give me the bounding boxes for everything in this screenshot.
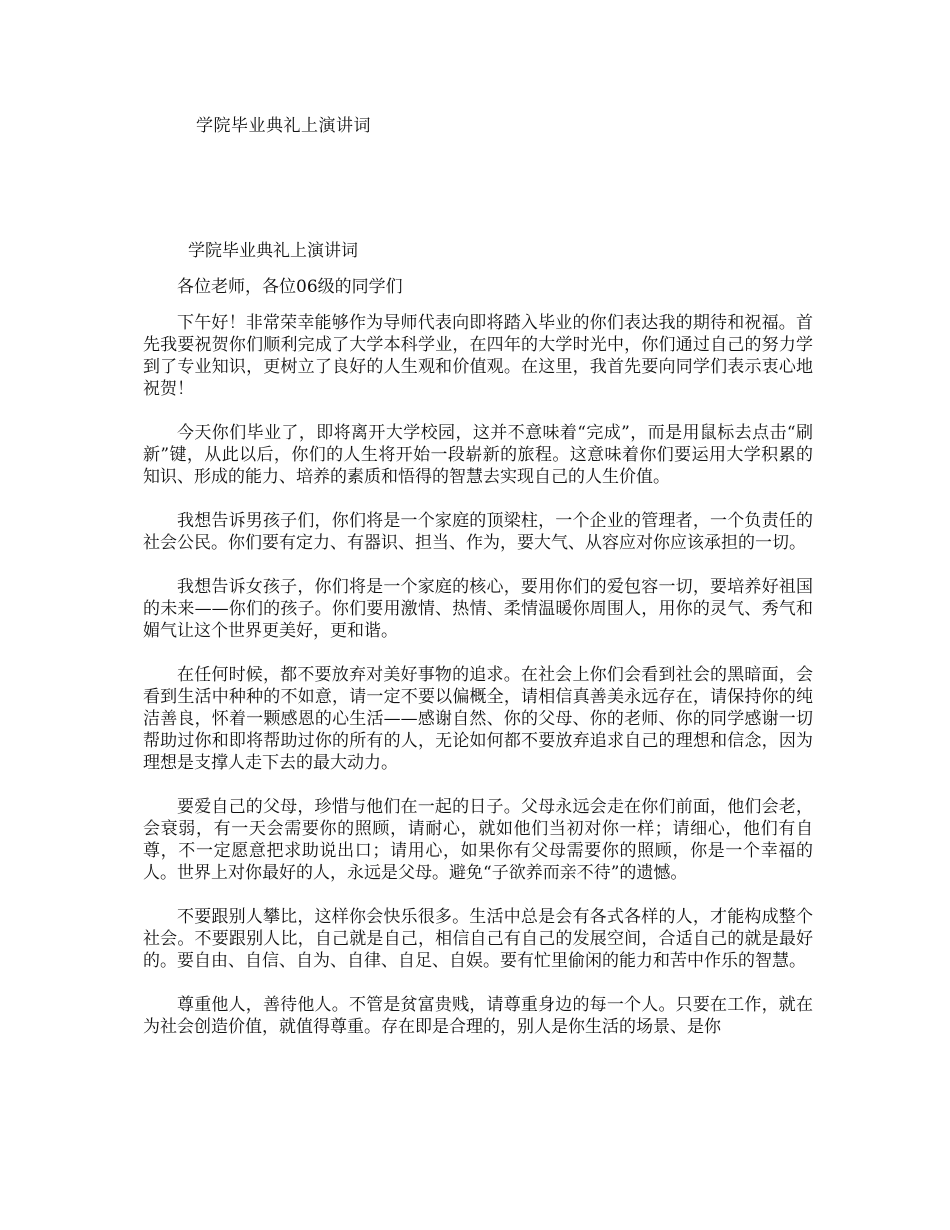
paragraph-5: 在任何时候，都不要放弃对美好事物的追求。在社会上你们会看到社会的黑暗面，会看到生活中种种的不如意，请一定不要以偏概全，请相信真善美永远存在，请保持你的纯洁善良，怀着一颗感恩的心生活——感谢自然、你的父母、你的老师、你的同学感谢一切帮助过你和即将帮助过你的所有的人，无论如何都不要放弃追求自己的理想和信念，因为理想是支撑人走下去的最大动力。 [143,665,813,773]
page-header-title: 学院毕业典礼上演讲词 [196,116,371,136]
paragraph-2: 今天你们毕业了，即将离开大学校园，这并不意味着“完成”，而是用鼠标去点击“刷新”键，从此以后，你们的人生将开始一段崭新的旅程。这意味着你们要运用大学积累的知识、形成的能力、培养的素质和悟得的智慧去实现自己的人生价值。 [143,423,813,487]
paragraph-4: 我想告诉女孩子，你们将是一个家庭的核心，要用你们的爱包容一切，要培养好祖国的未来——你们的孩子。你们要用激情、热情、柔情温暖你周围人，用你的灵气、秀气和媚气让这个世界更美好，更和谐。 [143,577,813,641]
salutation: 各位老师，各位06级的同学们 [177,277,403,297]
paragraph-1: 下午好！非常荣幸能够作为导师代表向即将踏入毕业的你们表达我的期待和祝福。首先我要祝贺你们顺利完成了大学本科学业，在四年的大学时光中，你们通过自己的努力学到了专业知识，更树立了良好的人生观和价值观。在这里，我首先要向同学们表示衷心地祝贺！ [143,313,813,399]
document-body [143,240,813,1060]
paragraph-3: 我想告诉男孩子们，你们将是一个家庭的顶梁柱，一个企业的管理者，一个负责任的社会公民。你们要有定力、有器识、担当、作为，要大气、从容应对你应该承担的一切。 [143,511,813,553]
document-title: 学院毕业典礼上演讲词 [188,241,358,261]
paragraph-8: 尊重他人，善待他人。不管是贫富贵贱，请尊重身边的每一个人。只要在工作，就在为社会创造价值，就值得尊重。存在即是合理的，别人是你生活的场景、是你 [143,995,813,1037]
paragraph-7: 不要跟别人攀比，这样你会快乐很多。生活中总是会有各式各样的人，才能构成整个社会。不要跟别人比，自己就是自己，相信自己有自己的发展空间，合适自己的就是最好的。要自由、自信、自为、自律、自足、自娱。要有忙里偷闲的能力和苦中作乐的智慧。 [143,907,813,971]
paragraph-6: 要爱自己的父母，珍惜与他们在一起的日子。父母永远会走在你们前面，他们会老，会衰弱，有一天会需要你的照顾，请耐心，就如他们当初对你一样；请细心，他们有自尊，不一定愿意把求助说出口；请用心，如果你有父母需要你的照顾，你是一个幸福的人。世界上对你最好的人，永远是父母。避免“子欲养而亲不待”的遗憾。 [143,797,813,883]
